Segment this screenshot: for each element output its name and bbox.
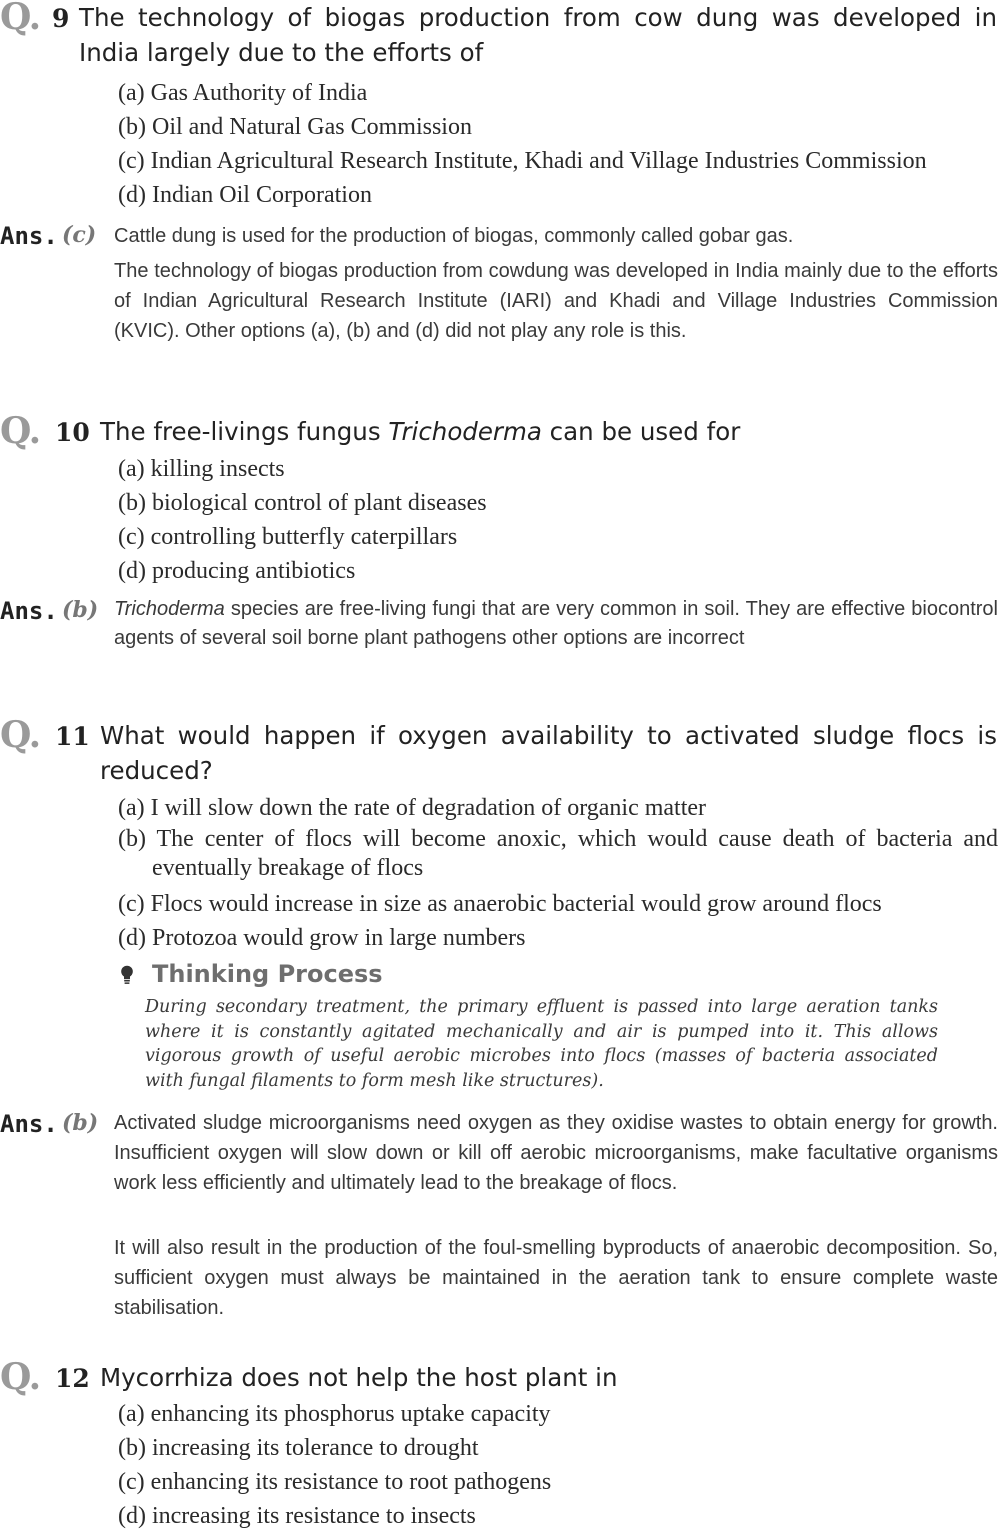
- options-list: [118, 76, 998, 212]
- question-text: [100, 414, 997, 449]
- lightbulb-icon: [120, 965, 134, 985]
- option-d: (d) producing antibiotics: [118, 558, 356, 584]
- answer-letter: (b): [62, 1110, 99, 1136]
- option-c: (c) controlling butterfly caterpillars: [118, 524, 458, 550]
- option-d: (d) Protozoa would grow in large numbers: [118, 925, 526, 951]
- species-name: Trichoderma: [388, 417, 542, 446]
- question-number: 11: [55, 722, 90, 751]
- answer-label: Ans.: [0, 222, 58, 250]
- answer-paragraph: The technology of biogas production from cowdung was developed in India mainly due to the efforts of Indian Agricultural Research Institute (IARI) and Khadi and Village Industries Commission (KVIC). Other options (a), (b) and (d) did not play any role is this.: [114, 260, 998, 342]
- option-d: (d) Indian Oil Corporation: [118, 182, 372, 208]
- question-text: Mycorrhiza does not help the host plant in: [100, 1363, 618, 1392]
- options-list: [118, 791, 998, 955]
- question-number: 10: [55, 418, 90, 447]
- option-b: (b) increasing its tolerance to drought: [118, 1435, 479, 1461]
- answer-letter: (c): [62, 222, 97, 248]
- option-c: (c) Indian Agricultural Research Institute, Khadi and Village Industries Commission: [118, 148, 927, 174]
- question-text: The technology of biogas production from cow dung was developed in India largely due to the efforts of: [79, 3, 997, 67]
- question-text-start: The free-livings fungus: [100, 417, 389, 446]
- option-a: (a) enhancing its phosphorus uptake capacity: [118, 1401, 551, 1427]
- question-mark: Q.: [0, 1356, 41, 1398]
- question-mark: Q.: [0, 0, 41, 38]
- answer-label: Ans.: [0, 1110, 58, 1138]
- answer-text: species are free-living fungi that are very common in soil. They are effective biocontrol agents of several soil borne plant pathogens other options are incorrect: [114, 598, 998, 649]
- question-number: 9: [52, 4, 70, 33]
- option-c: (c) enhancing its resistance to root pathogens: [118, 1469, 552, 1495]
- answer-label: Ans.: [0, 597, 58, 625]
- answer-letter: (b): [62, 597, 99, 623]
- thinking-process-text: During secondary treatment, the primary effluent is passed into large aeration tanks where it is constantly agitated mechanically and air is pumped into it. This allows vigorous growth of useful aerobic microbes into flocs (masses of bacteria associated with fungal filaments to form mesh like structures).: [145, 997, 938, 1091]
- option-b: (b) biological control of plant diseases: [118, 490, 487, 516]
- options-list: [118, 452, 998, 588]
- question-mark: Q.: [0, 714, 41, 756]
- answer-paragraph: Cattle dung is used for the production of biogas, commonly called gobar gas.: [114, 225, 794, 247]
- answer-paragraph: Activated sludge microorganisms need oxygen as they oxidise wastes to obtain energy for growth. Insufficient oxygen will slow down or kill off aerobic microorganisms, make facultative organisms work less efficiently and ultimately lead to the breakage of flocs.: [114, 1112, 998, 1194]
- question-number: 12: [55, 1364, 90, 1393]
- question-mark: Q.: [0, 410, 41, 452]
- question-text-end: can be used for: [541, 417, 741, 446]
- option-b: (b) Oil and Natural Gas Commission: [118, 114, 472, 140]
- option-a: (a) Gas Authority of India: [118, 80, 368, 106]
- option-d: (d) increasing its resistance to insects: [118, 1503, 476, 1529]
- option-a: (a) I will slow down the rate of degradation of organic matter: [118, 795, 707, 821]
- option-b: (b) The center of flocs will become anoxic, which would cause death of bacteria and eventually breakage of flocs: [118, 826, 998, 881]
- option-a: (a) killing insects: [118, 456, 285, 482]
- option-c: (c) Flocs would increase in size as anaerobic bacterial would grow around flocs: [118, 891, 882, 917]
- question-text: What would happen if oxygen availability to activated sludge flocs is reduced?: [100, 721, 997, 785]
- answer-paragraph: [114, 595, 998, 652]
- options-list: [118, 1397, 998, 1533]
- thinking-process-title: Thinking Process: [152, 960, 383, 988]
- answer-species-name: Trichoderma: [114, 598, 225, 620]
- answer-paragraph: It will also result in the production of the foul-smelling byproducts of anaerobic decomposition. So, sufficient oxygen must always be maintained in the aeration tank to ensure complete waste stabilisation.: [114, 1237, 998, 1319]
